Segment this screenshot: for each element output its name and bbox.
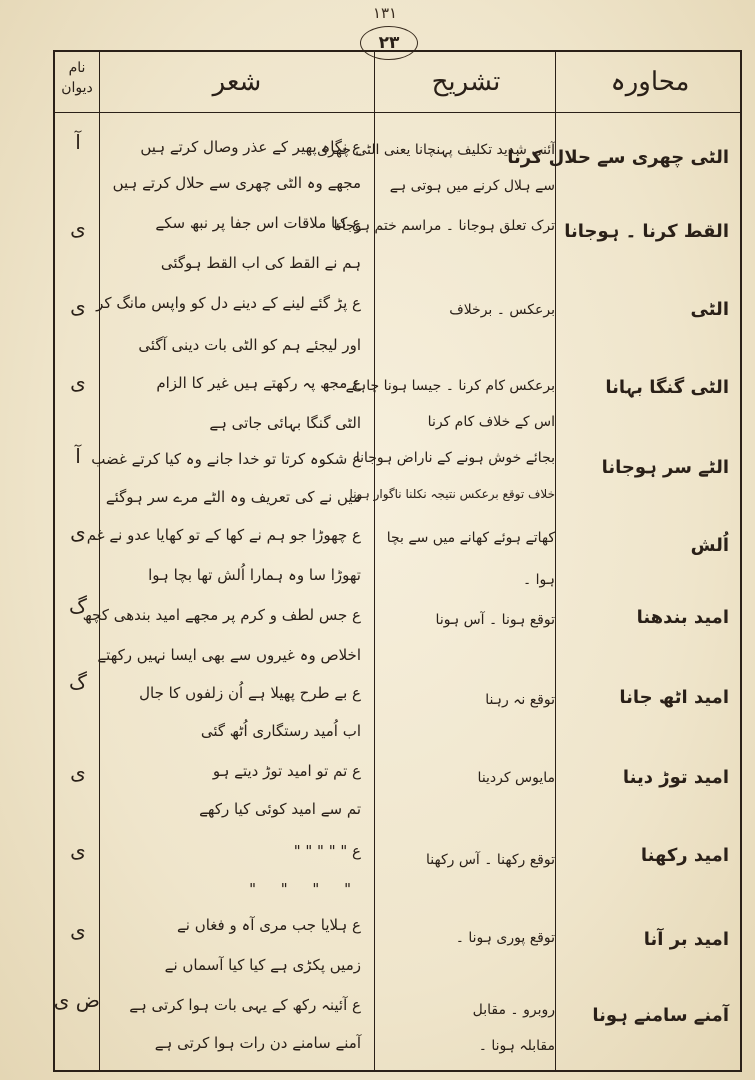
row-12-shair-line-2: آمنے سامنے دن رات ہوا کرتی ہے: [154, 1034, 361, 1052]
header-shair: شعر: [212, 67, 262, 97]
row-4-tashreeh-line-1: برعکس کام کرنا ۔ جیسا ہونا چاہئے: [345, 378, 555, 394]
row-10-tashreeh-line-1: توقع رکھنا ۔ آس رکھنا: [426, 852, 555, 868]
row-12-tashreeh-line-2: مقابلہ ہونا ۔: [478, 1038, 555, 1054]
header-naam-diwan: نام دیوان: [61, 60, 93, 96]
row-9-tashreeh-line-1: مایوس کردینا: [477, 770, 555, 786]
row-10-shair-line-2: " " " ": [249, 880, 361, 898]
row-12-diwan: ض ی: [53, 988, 100, 1012]
row-2-shair-line-1: ع کیا ملاقات اس جفا پر نبھ سکے: [155, 214, 361, 232]
row-10-muhavara: امید رکھنا: [640, 845, 729, 866]
row-5-muhavara: الٹے سر ہوجانا: [601, 457, 729, 478]
row-5-tashreeh-line-2: خلاف توقع برعکس نتیجہ نکلنا ناگوار ہونا: [349, 487, 555, 501]
row-5-diwan: آ: [75, 444, 81, 468]
row-1-diwan: آ: [75, 130, 81, 154]
row-12-muhavara: آمنے سامنے ہونا: [592, 1005, 729, 1026]
column-divider: [555, 50, 556, 1072]
row-1-muhavara: الٹی چھری سے حلال کرنا: [507, 147, 729, 168]
row-2-muhavara: القط کرنا ۔ ہوجانا: [564, 221, 729, 242]
row-1-shair-line-1: ع نگاہ پھیر کے عذر وصال کرتے ہیں: [140, 138, 361, 156]
row-9-shair-line-1: ع تم تو امید توڑ دیتے ہو: [212, 762, 361, 780]
row-3-shair-line-2: اور لیجئے ہم کو الٹی بات دینی آگئی: [138, 336, 361, 354]
row-11-muhavara: امید بر آنا: [643, 929, 729, 950]
row-3-diwan: ی: [70, 294, 86, 318]
row-3-muhavara: الٹی: [690, 299, 729, 320]
row-11-shair-line-1: ع ہلایا جب مری آہ و فغاں نے: [176, 916, 361, 934]
row-5-shair-line-2: میں نے کی تعریف وہ الٹے مرے سر ہوگئے: [105, 488, 361, 506]
header-tashreeh: تشریح: [431, 67, 501, 97]
row-11-tashreeh-line-1: توقع پوری ہونا ۔: [455, 930, 555, 946]
header-muhavara: محاورہ: [610, 67, 690, 97]
row-2-diwan: ی: [70, 216, 86, 240]
row-7-shair-line-2: اخلاص وہ غیروں سے بھی ایسا نہیں رکھتے: [97, 646, 361, 664]
row-8-shair-line-1: ع بے طرح پھیلا ہے اُن زلفوں کا جال: [139, 684, 361, 702]
row-2-shair-line-2: ہم نے القط کی اب القط ہوگئی: [160, 254, 361, 272]
row-12-shair-line-1: ع آئینہ رکھ کے یہی بات ہوا کرتی ہے: [129, 996, 361, 1014]
row-6-tashreeh-line-2: ہوا ۔: [523, 572, 555, 588]
page-number-top: ۱۳۱: [372, 4, 398, 22]
row-4-muhavara: الٹی گنگا بہانا: [605, 377, 729, 398]
header-divider: [53, 112, 742, 113]
row-7-muhavara: امید بندھنا: [636, 607, 729, 628]
row-5-tashreeh-line-1: بجائے خوش ہونے کے ناراض ہوجانا: [355, 450, 555, 466]
row-1-shair-line-2: مجھے وہ الٹی چھری سے حلال کرتے ہیں: [112, 174, 361, 192]
row-1-tashreeh-line-2: سے ہلال کرنے میں ہوتی ہے: [389, 178, 555, 194]
column-divider: [99, 50, 100, 1072]
row-4-shair-line-1: ع مجھ پہ رکھتے ہیں غیر کا الزام: [156, 374, 361, 392]
row-10-diwan: ی: [70, 838, 86, 862]
row-8-shair-line-2: اب اُمید رستگاری اُٹھ گئی: [200, 722, 361, 740]
row-4-tashreeh-line-2: اس کے خلاف کام کرنا: [427, 414, 555, 430]
row-9-muhavara: امید توڑ دینا: [622, 767, 729, 788]
row-6-tashreeh-line-1: کھاتے ہوئے کھانے میں سے بچا: [386, 530, 555, 546]
row-5-shair-line-1: ع شکوہ کرتا تو خدا جانے وہ کیا کرتے غضب: [91, 450, 361, 468]
row-9-shair-line-2: تم سے امید کوئی کیا رکھے: [199, 800, 361, 818]
row-4-shair-line-2: الٹی گنگا بہائی جاتی ہے: [209, 414, 361, 432]
row-3-tashreeh-line-1: برعکس ۔ برخلاف: [449, 302, 555, 318]
page-number-circled: ۲۳: [360, 26, 418, 60]
row-4-diwan: ی: [70, 370, 86, 394]
row-11-shair-line-2: زمیں پکڑی ہے کیا کیا آسماں نے: [164, 956, 361, 974]
row-7-diwan: گ: [69, 594, 87, 618]
row-9-diwan: ی: [70, 760, 86, 784]
row-6-shair-line-2: تھوڑا سا وہ ہمارا اُلش تھا بچا ہوا: [148, 566, 361, 584]
row-7-tashreeh-line-1: توقع ہونا ۔ آس ہونا: [435, 612, 555, 628]
row-2-tashreeh-line-1: ترک تعلق ہوجانا ۔ مراسم ختم ہوجانا: [333, 218, 555, 234]
row-10-shair-line-1: ع " " " " ": [293, 842, 361, 860]
row-6-diwan: ی: [70, 520, 86, 544]
row-3-shair-line-1: ع پڑ گئے لینے کے دینے دل کو واپس مانگ کر: [96, 294, 361, 312]
row-6-shair-line-1: ع چھوڑا جو ہم نے کھا کے تو کھایا عدو نے غم: [86, 526, 361, 544]
row-8-diwan: گ: [69, 670, 87, 694]
row-8-tashreeh-line-1: توقع نہ رہنا: [485, 692, 555, 708]
column-divider: [374, 50, 375, 1072]
row-7-shair-line-1: ع جس لطف و کرم پر مجھے امید بندھی کچھ: [82, 606, 361, 624]
row-11-diwan: ی: [70, 918, 86, 942]
row-12-tashreeh-line-1: روبرو ۔ مقابل: [472, 1002, 555, 1018]
row-6-muhavara: اُلش: [690, 535, 729, 556]
row-8-muhavara: امید اٹھ جانا: [619, 687, 729, 708]
row-1-tashreeh-line-1: آئنی شدید تکلیف پہنچانا یعنی الٹی چھری: [317, 142, 555, 158]
